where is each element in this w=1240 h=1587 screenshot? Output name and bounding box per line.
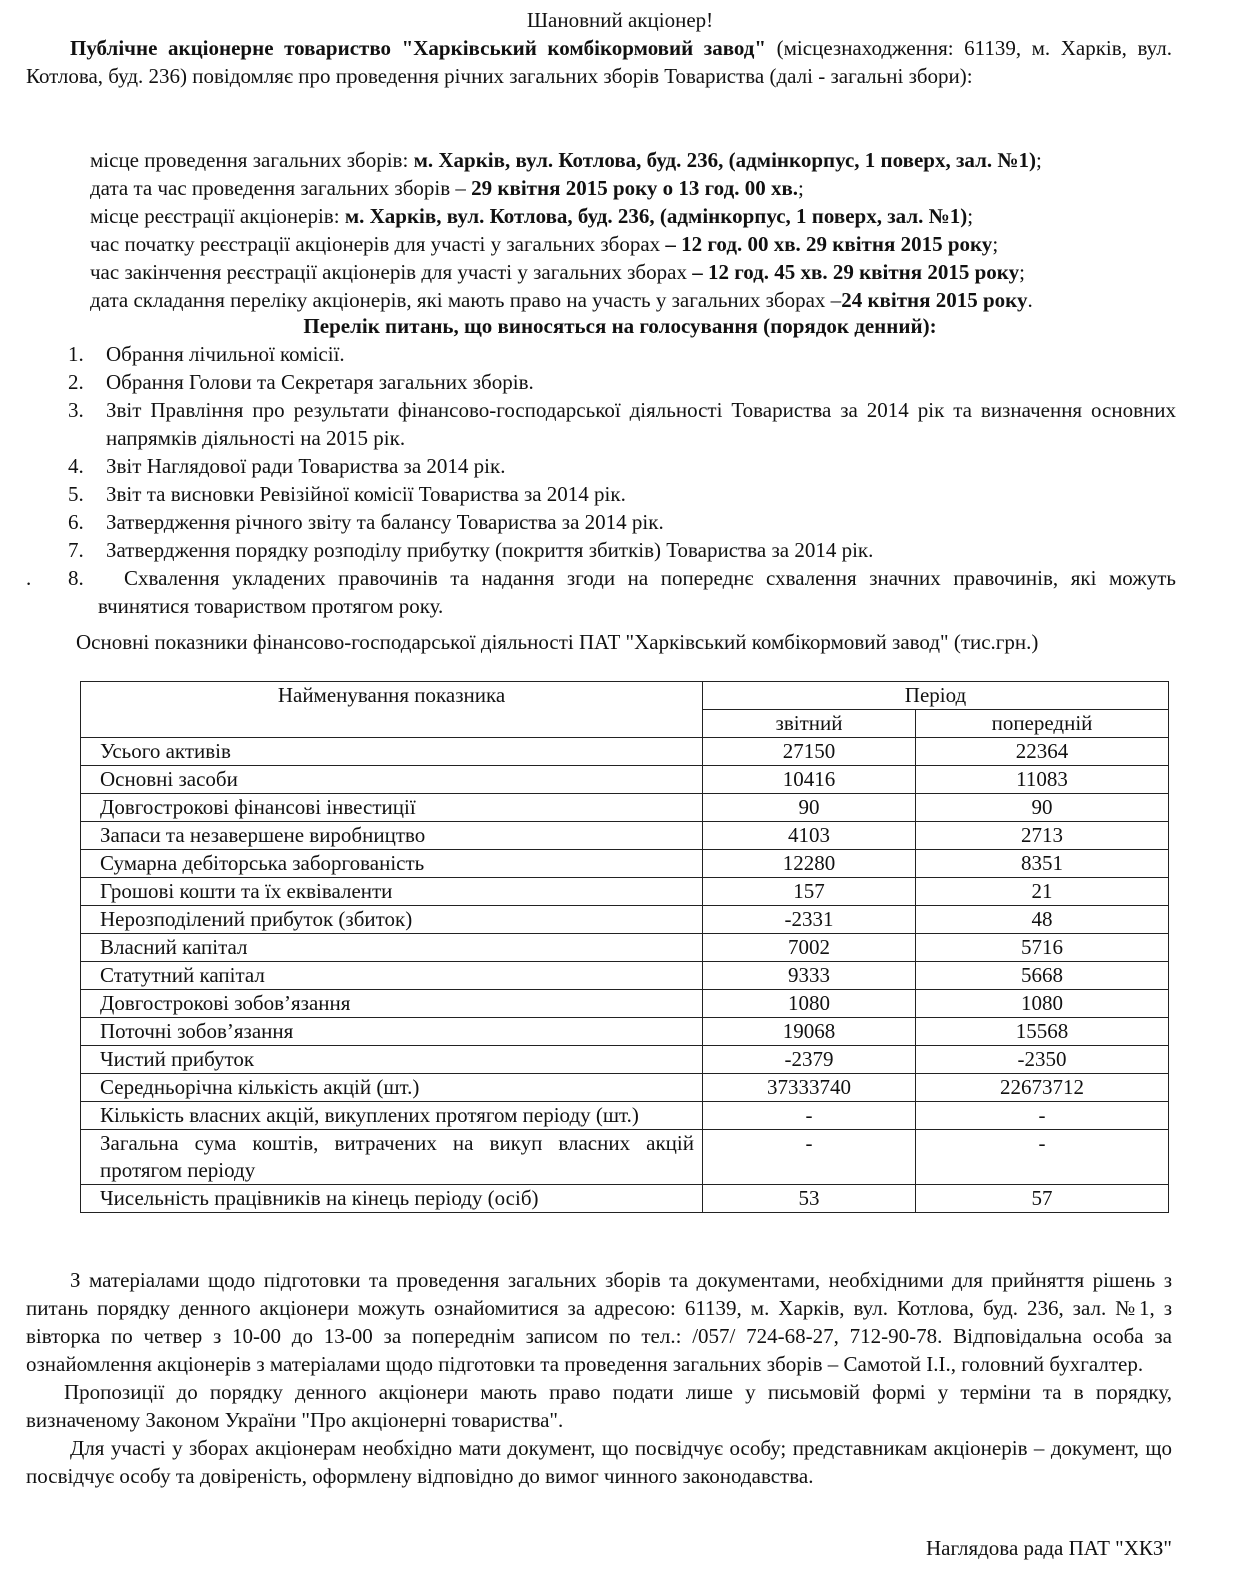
- header-period: Період: [703, 682, 1169, 710]
- table-row: Поточні зобов’язання 19068 15568: [81, 1018, 1169, 1046]
- table-row: Статутний капітал 9333 5668: [81, 962, 1169, 990]
- table-row: Основні засоби 10416 11083: [81, 766, 1169, 794]
- table-row: Запаси та незавершене виробництво 4103 2713: [81, 822, 1169, 850]
- agenda-item: 4. Звіт Наглядової ради Товариства за 2014 рік.: [68, 454, 506, 478]
- agenda-title: Перелік питань, що виносяться на голосування (порядок денний):: [303, 314, 937, 338]
- meeting-details: [90, 146, 1190, 314]
- table-row: Кількість власних акцій, викуплених протягом періоду (шт.) - -: [81, 1102, 1169, 1130]
- header-current-period: звітний: [703, 710, 916, 738]
- table-row: Сумарна дебіторська заборгованість 12280 8351: [81, 850, 1169, 878]
- financial-indicators-table: [80, 681, 1169, 1213]
- detail-record-date: дата складання переліку акціонерів, які мають право на участь у загальних зборах –24 квітня 2015 року.: [90, 288, 1033, 312]
- intro-text: (місцезнаходження: 61139, м. Харків, вул. Котлова, буд. 236) повідомляє про проведення річних загальних зборів Товариства (далі - загальні збори):: [26, 36, 1172, 88]
- table-caption: Основні показники фінансово-господарської діяльності ПАТ "Харківський комбікормовий завод" (тис.грн.): [76, 630, 1039, 654]
- proposals-paragraph: Пропозиції до порядку денного акціонери мають право подати лише у письмовій формі у терміни та в порядку, визначеному Законом України "Про акціонерні товариства".: [26, 1380, 1172, 1432]
- detail-datetime: дата та час проведення загальних зборів – 29 квітня 2015 року о 13 год. 00 хв.;: [90, 176, 804, 200]
- table-row: Довгострокові зобов’язання 1080 1080: [81, 990, 1169, 1018]
- agenda-item: 3. Звіт Правління про результати фінансово-господарської діяльності Товариства за 2014 рік та визначення основних напрямків діяльності на 2015 рік.: [68, 398, 1176, 450]
- table-row: Грошові кошти та їх еквіваленти 157 21: [81, 878, 1169, 906]
- detail-registration-place: місце реєстрації акціонерів: м. Харків, вул. Котлова, буд. 236, (адмінкорпус, 1 поверх, зал. №1);: [90, 204, 974, 228]
- agenda-list: [26, 340, 1176, 620]
- agenda-item: . 8. Схвалення укладених правочинів та надання згоди на попереднє схвалення значних правочинів, які можуть вчинятися товариством протягом року.: [26, 566, 1176, 618]
- agenda-item: 7. Затвердження порядку розподілу прибутку (покриття збитків) Товариства за 2014 рік.: [68, 538, 874, 562]
- table-row: Загальна сума коштів, витрачених на викуп власних акцій протягом періоду - -: [81, 1130, 1169, 1185]
- header-indicator-name: Найменування показника: [81, 682, 703, 738]
- table-row: Чистий прибуток -2379 -2350: [81, 1046, 1169, 1074]
- table-row: Середньорічна кількість акцій (шт.) 37333740 22673712: [81, 1074, 1169, 1102]
- header-previous-period: попередній: [916, 710, 1169, 738]
- detail-registration-start: час початку реєстрації акціонерів для участі у загальних зборах – 12 год. 00 хв. 29 квітня 2015 року;: [90, 232, 999, 256]
- intro-paragraph: [26, 34, 1172, 90]
- documents-paragraph: Для участі у зборах акціонерам необхідно мати документ, що посвідчує особу; представникам акціонерів – документ, що посвідчує особу та довіреність, оформлену відповідно до вимог чинного законодавства.: [26, 1436, 1172, 1488]
- table-row: Довгострокові фінансові інвестиції 90 90: [81, 794, 1169, 822]
- materials-paragraph: З матеріалами щодо підготовки та проведення загальних зборів та документами, необхідними для прийняття рішень з питань порядку денного акціонери можуть ознайомитися за адресою: 61139, м. Харків, вул. Котлова, буд. 236, зал. №1, з вівторка по четвер з 10-00 до 13-00 за попереднім записом по тел.: /057/ 724-68-27, 712-90-78. Відповідальна особа за ознайомлення акціонерів з матеріалами щодо підготовки та проведення загальних зборів – Самотой І.І., головний бухгалтер.: [26, 1268, 1172, 1376]
- closing-section: [26, 1266, 1172, 1490]
- signature: Наглядова рада ПАТ "ХКЗ": [925, 1536, 1172, 1560]
- agenda-item: 5. Звіт та висновки Ревізійної комісії Товариства за 2014 рік.: [68, 482, 626, 506]
- table-row: Власний капітал 7002 5716: [81, 934, 1169, 962]
- agenda-item: 6. Затвердження річного звіту та балансу Товариства за 2014 рік.: [68, 510, 664, 534]
- company-name: Публічне акціонерне товариство "Харківський комбікормовий завод": [70, 36, 767, 60]
- agenda-item: 1. Обрання лічильної комісії.: [68, 342, 345, 366]
- table-row: Нерозподілений прибуток (збиток) -2331 48: [81, 906, 1169, 934]
- table-row: Чисельність працівників на кінець періоду (осіб) 53 57: [81, 1185, 1169, 1213]
- agenda-item: 2. Обрання Голови та Секретаря загальних зборів.: [68, 370, 534, 394]
- table-row: Усього активів 27150 22364: [81, 738, 1169, 766]
- detail-venue: місце проведення загальних зборів: м. Харків, вул. Котлова, буд. 236, (адмінкорпус, 1 поверх, зал. №1);: [90, 148, 1042, 172]
- detail-registration-end: час закінчення реєстрації акціонерів для участі у загальних зборах – 12 год. 45 хв. 29 квітня 2015 року;: [90, 260, 1025, 284]
- greeting-heading: Шановний акціонер!: [526, 8, 714, 32]
